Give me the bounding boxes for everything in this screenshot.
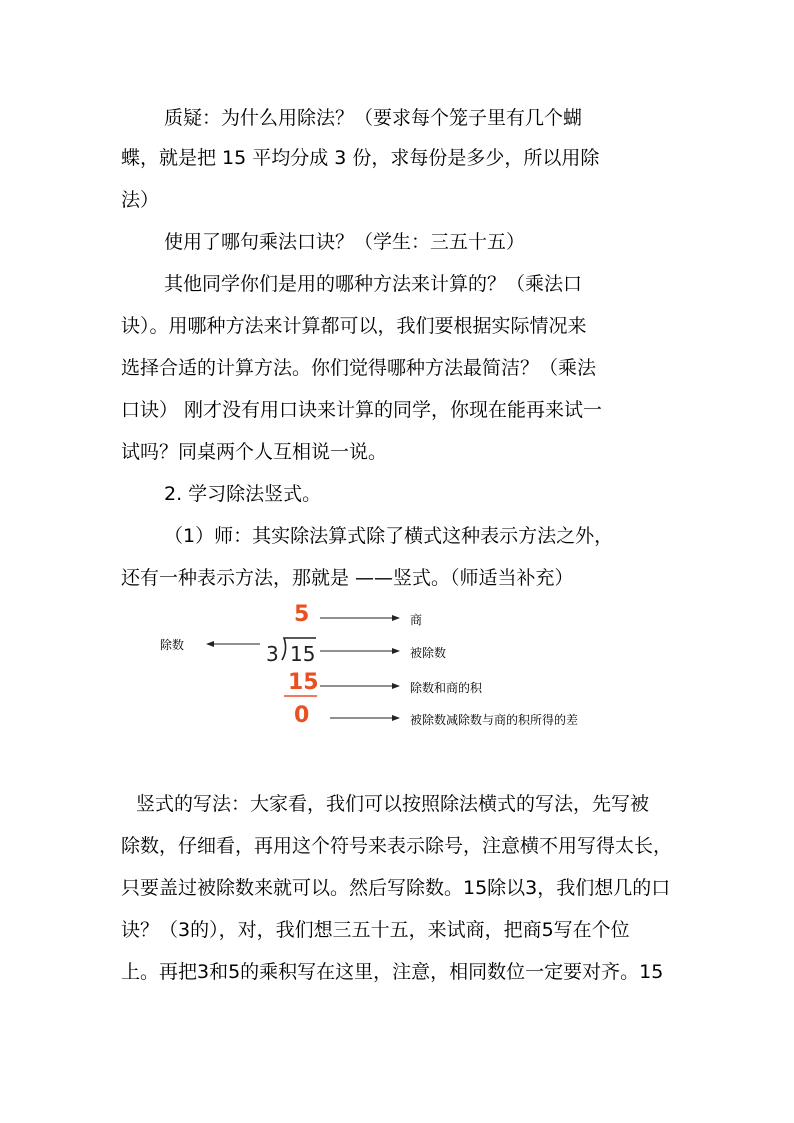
dividend-digits: 15 [290,642,316,666]
paragraph-line: 质疑：为什么用除法？（要求每个笼子里有几个蝴 [164,107,583,129]
paragraph-line: 口诀） 刚才没有用口诀来计算的同学，你现在能再来试一 [121,399,603,421]
paragraph-line: 竖式的写法：大家看，我们可以按照除法横式的写法，先写被 [136,793,650,815]
paragraph-line: 诀？（3的），对，我们想三五十五，来试商，把商5写在个位 [121,919,630,941]
remainder-digit: 0 [294,703,310,728]
dividend-label: 被除数 [410,646,447,660]
paragraph-line: （1）师：其实除法算式除了横式这种表示方法之外， [164,525,614,547]
paragraph-line: 选择合适的计算方法。你们觉得哪种方法最简洁？（乘法 [121,357,597,379]
paragraph-line: 上。再把3和5的乘积写在这里，注意，相同数位一定要对齐。15 [121,961,664,983]
paragraph-line: 只要盖过被除数来就可以。然后写除数。15除以3，我们想几的口 [121,877,671,899]
divisor-digit: 3 [266,642,279,666]
paragraph-line: 试吗？同桌两个人互相说一说。 [121,441,388,463]
paragraph-line: 还有一种表示方法，那就是 ——竖式。（师适当补充） [121,567,574,589]
paragraph-line: 其他同学你们是用的哪种方法来计算的？（乘法口 [164,273,583,295]
quotient-digit: 5 [294,602,310,627]
paragraph-line: 除数，仔细看，再用这个符号来表示除号，注意横不用写得太长， [121,835,673,857]
remainder-label: 被除数减除数与商的积所得的差 [410,713,579,727]
paragraph-line: 法） [121,189,160,211]
quotient-label: 商 [410,613,423,627]
section-heading: 2. 学习除法竖式。 [164,483,322,505]
paragraph-line: 诀）。用哪种方法来计算都可以，我们要根据实际情况来 [121,315,587,337]
paragraph-line: 使用了哪句乘法口诀？（学生：三五十五） [164,231,526,253]
product-label: 除数和商的积 [410,681,483,695]
divisor-label: 除数 [160,638,185,652]
product-digits: 15 [288,670,319,695]
paragraph-line: 蝶，就是把 15 平均分成 3 份，求每份是多少，所以用除 [121,147,600,169]
long-division-diagram [150,600,670,740]
